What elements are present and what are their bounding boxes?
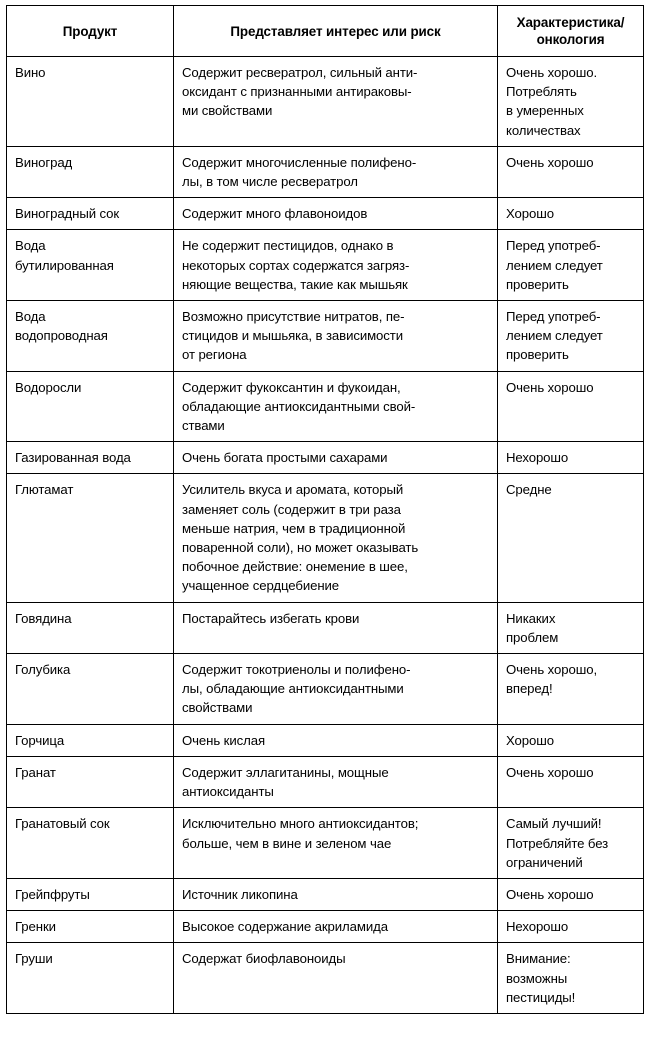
cell-text-line: Гранатовый сок — [15, 816, 110, 832]
cell-text-line: Голубика — [15, 662, 71, 678]
cell-text-line: няющие вещества, такие как мышьяк — [182, 276, 408, 292]
table-row — [7, 724, 644, 756]
cell-text-line: побочное действие: онемение в шее, — [182, 559, 408, 575]
cell-text-line: Содержит токотриенолы и полифено- — [182, 662, 411, 678]
cell-text-line: Содержит много флавоноидов — [182, 206, 368, 222]
cell-text-line: Вода — [15, 238, 46, 254]
cell-text-line: Содержит фукоксантин и фукоидан, — [182, 379, 401, 395]
table-header-row — [7, 6, 644, 57]
cell-text-line: Вино — [15, 65, 46, 80]
cell-product — [7, 371, 174, 442]
cell-interest — [174, 808, 498, 879]
cell-text-line: лением следует — [506, 257, 603, 273]
cell-interest — [174, 301, 498, 372]
cell-interest — [174, 146, 498, 197]
cell-text-line: Постарайтесь избегать крови — [182, 610, 360, 626]
cell-product — [7, 602, 174, 653]
cell-text-line: некоторых сортах содержатся загряз- — [182, 257, 410, 273]
cell-text-line: Возможно присутствие нитратов, пе- — [182, 309, 405, 325]
cell-text-line: Грейпфруты — [15, 886, 90, 902]
cell-character — [498, 198, 644, 230]
cell-text-line: Водоросли — [15, 379, 82, 395]
cell-text-line: Содержат биофлавоноиды — [182, 951, 346, 967]
table-row — [7, 230, 644, 301]
cell-text-line: Внимание: — [506, 951, 571, 967]
cell-text-line: стицидов и мышьяка, в зависимости — [182, 328, 403, 344]
header-text-line: Продукт — [62, 23, 118, 39]
cell-text-line: бутилированная — [15, 257, 114, 273]
cell-text-line: Очень кислая — [182, 732, 265, 748]
cell-text-line: Груши — [15, 951, 53, 967]
table-row — [7, 602, 644, 653]
cell-product — [7, 442, 174, 474]
cell-text-line: Вода — [15, 309, 46, 325]
cell-character — [498, 57, 644, 147]
cell-product — [7, 943, 174, 1014]
cell-interest — [174, 198, 498, 230]
cell-text-line: лы, обладающие антиоксидантными — [182, 681, 404, 697]
cell-text-line: больше, чем в вине и зеленом чае — [182, 835, 392, 851]
cell-product — [7, 301, 174, 372]
cell-character — [498, 442, 644, 474]
cell-text-line: Нехорошо — [506, 450, 569, 466]
table-row — [7, 654, 644, 725]
cell-text-line: Очень хорошо, — [506, 662, 598, 678]
cell-text-line: оксидант с признанными антираковы- — [182, 84, 412, 100]
cell-product — [7, 724, 174, 756]
cell-text-line: количествах — [506, 122, 581, 138]
cell-product — [7, 198, 174, 230]
cell-product — [7, 911, 174, 943]
cell-text-line: заменяет соль (содержит в три раза — [182, 501, 401, 517]
cell-text-line: Хорошо — [506, 732, 554, 748]
table-header — [7, 6, 644, 57]
cell-text-line: проблем — [506, 629, 559, 645]
cell-character — [498, 911, 644, 943]
cell-text-line: Виноград — [15, 154, 73, 170]
header-text-line: онкология — [536, 32, 605, 47]
cell-text-line: лением следует — [506, 328, 603, 344]
food-properties-table — [6, 5, 644, 1014]
cell-text-line: Очень богата простыми сахарами — [182, 450, 388, 466]
cell-text-line: Исключительно много антиоксидантов; — [182, 816, 419, 832]
cell-character — [498, 602, 644, 653]
cell-interest — [174, 724, 498, 756]
cell-text-line: Высокое содержание акриламида — [182, 919, 388, 935]
cell-product — [7, 654, 174, 725]
cell-interest — [174, 602, 498, 653]
cell-character — [498, 878, 644, 910]
cell-text-line: проверить — [506, 347, 569, 363]
cell-product — [7, 808, 174, 879]
column-header-product — [7, 6, 174, 57]
cell-text-line: Хорошо — [506, 206, 554, 222]
cell-text-line: возможны — [506, 970, 568, 986]
cell-text-line: Нехорошо — [506, 919, 569, 935]
table-row — [7, 198, 644, 230]
table-body — [7, 57, 644, 1014]
cell-character — [498, 146, 644, 197]
cell-product — [7, 878, 174, 910]
cell-text-line: учащенное сердцебиение — [182, 578, 340, 594]
header-text-line: Характеристика/ — [516, 15, 625, 30]
cell-product — [7, 756, 174, 807]
cell-text-line: Очень хорошо. — [506, 65, 598, 80]
column-header-interest — [174, 6, 498, 57]
cell-text-line: от региона — [182, 347, 247, 363]
column-header-character — [498, 6, 644, 57]
cell-text-line: Горчица — [15, 732, 65, 748]
cell-character — [498, 371, 644, 442]
cell-text-line: Усилитель вкуса и аромата, который — [182, 482, 404, 498]
cell-interest — [174, 756, 498, 807]
cell-text-line: Гранат — [15, 764, 56, 780]
cell-text-line: Глютамат — [15, 482, 74, 498]
cell-text-line: Источник ликопина — [182, 886, 298, 902]
cell-interest — [174, 474, 498, 602]
cell-interest — [174, 230, 498, 301]
cell-text-line: ствами — [182, 418, 225, 434]
cell-text-line: Очень хорошо — [506, 886, 594, 902]
cell-text-line: обладающие антиоксидантными свой- — [182, 398, 416, 414]
table-row — [7, 442, 644, 474]
cell-text-line: Самый лучший! — [506, 816, 602, 832]
cell-text-line: ограничений — [506, 854, 583, 870]
table-row — [7, 808, 644, 879]
cell-text-line: в умеренных — [506, 103, 584, 119]
cell-character — [498, 230, 644, 301]
table-row — [7, 756, 644, 807]
cell-text-line: пестициды! — [506, 989, 576, 1005]
cell-text-line: Говядина — [15, 610, 72, 626]
cell-text-line: поваренной соли), но может оказывать — [182, 540, 419, 556]
cell-text-line: Очень хорошо — [506, 764, 594, 780]
cell-text-line: Не содержит пестицидов, однако в — [182, 238, 394, 254]
cell-character — [498, 808, 644, 879]
cell-text-line: антиоксиданты — [182, 784, 274, 800]
header-text-line: Представляет интерес или риск — [230, 23, 441, 39]
table-row — [7, 911, 644, 943]
cell-text-line: Содержит многочисленные полифено- — [182, 154, 417, 170]
cell-text-line: меньше натрия, чем в традиционной — [182, 520, 406, 536]
cell-character — [498, 756, 644, 807]
cell-interest — [174, 57, 498, 147]
cell-character — [498, 943, 644, 1014]
cell-interest — [174, 943, 498, 1014]
cell-interest — [174, 911, 498, 943]
cell-product — [7, 474, 174, 602]
cell-text-line: свойствами — [182, 700, 253, 716]
cell-text-line: ми свойствами — [182, 103, 273, 119]
cell-interest — [174, 654, 498, 725]
cell-text-line: Никаких — [506, 610, 556, 626]
cell-product — [7, 146, 174, 197]
cell-text-line: Перед употреб- — [506, 238, 601, 254]
cell-text-line: водопроводная — [15, 328, 108, 344]
cell-text-line: проверить — [506, 276, 569, 292]
cell-text-line: Перед употреб- — [506, 309, 601, 325]
cell-interest — [174, 442, 498, 474]
cell-interest — [174, 371, 498, 442]
cell-text-line: Содержит эллагитанины, мощные — [182, 764, 389, 780]
cell-character — [498, 654, 644, 725]
cell-text-line: Виноградный сок — [15, 206, 120, 222]
table-row — [7, 146, 644, 197]
cell-text-line: Очень хорошо — [506, 379, 594, 395]
cell-product — [7, 57, 174, 147]
cell-text-line: Потребляйте без — [506, 835, 609, 851]
cell-text-line: Газированная вода — [15, 450, 131, 466]
cell-text-line: лы, в том числе ресвератрол — [182, 174, 358, 190]
cell-text-line: Очень хорошо — [506, 154, 594, 170]
cell-text-line: Потреблять — [506, 84, 577, 100]
table-row — [7, 474, 644, 602]
cell-character — [498, 474, 644, 602]
table-row — [7, 943, 644, 1014]
cell-character — [498, 301, 644, 372]
cell-text-line: вперед! — [506, 681, 553, 697]
cell-interest — [174, 878, 498, 910]
table-row — [7, 371, 644, 442]
cell-text-line: Содержит ресвератрол, сильный анти- — [182, 65, 418, 80]
table-row — [7, 301, 644, 372]
table-row — [7, 878, 644, 910]
cell-text-line: Средне — [506, 482, 552, 498]
cell-character — [498, 724, 644, 756]
cell-product — [7, 230, 174, 301]
cell-text-line: Гренки — [15, 919, 56, 935]
table-row — [7, 57, 644, 147]
